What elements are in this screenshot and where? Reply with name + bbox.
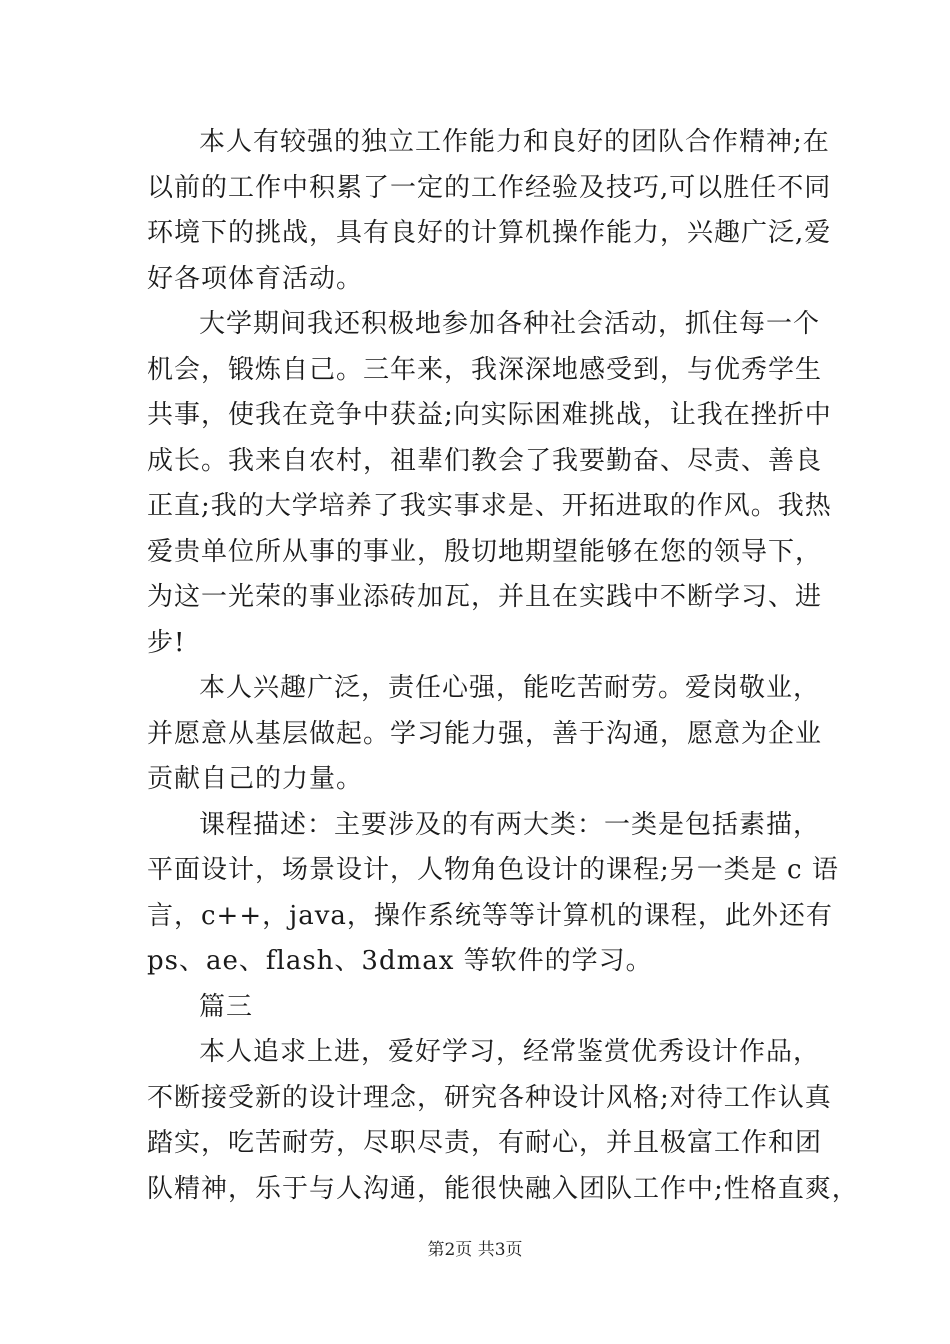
text-line: 贡献自己的力量。 <box>147 764 364 794</box>
section-heading <box>147 985 812 1031</box>
text-line: 为这一光荣的事业添砖加瓦，并且在实践中不断学习、进 <box>147 582 823 612</box>
text-line: 共事，使我在竞争中获益;向实际困难挑战，让我在挫折中 <box>147 400 832 430</box>
text-line: 环境下的挑战，具有良好的计算机操作能力，兴趣广泛,爱 <box>147 218 832 248</box>
text-line: 不断接受新的设计理念，研究各种设计风格;对待工作认真 <box>147 1082 832 1113</box>
text-line: 大学期间我还积极地参加各种社会活动，抓住每一个 <box>199 309 821 339</box>
text-line: 以前的工作中积累了一定的工作经验及技巧,可以胜任不同 <box>147 172 832 203</box>
text-line: 踏实，吃苦耐劳，尽职尽责，有耐心，并且极富工作和团 <box>147 1128 823 1158</box>
paragraph-5 <box>147 1030 859 1212</box>
text-line: 平面设计，场景设计，人物角色设计的课程;另一类是 c 语 <box>147 855 839 885</box>
text-line: 正直;我的大学培养了我实事求是、开拓进取的作风。我热 <box>147 491 832 521</box>
paragraph-1 <box>147 120 832 302</box>
text-line: ps、ae、flash、3dmax 等软件的学习。 <box>147 946 653 976</box>
paragraph-4 <box>147 803 839 985</box>
text-line: 言，c++，java，操作系统等等计算机的课程，此外还有 <box>147 900 833 931</box>
text-line: 队精神，乐于与人沟通，能很快融入团队工作中;性格直爽， <box>147 1173 859 1204</box>
section-title: 篇三 <box>199 991 254 1022</box>
text-line: 机会，锻炼自己。三年来，我深深地感受到，与优秀学生 <box>147 354 823 385</box>
text-line: 本人追求上进，爱好学习，经常鉴赏优秀设计作品， <box>199 1037 821 1067</box>
document-body <box>147 120 859 1212</box>
text-line: 成长。我来自农村，祖辈们教会了我要勤奋、尽责、善良 <box>147 445 823 476</box>
text-line: 课程描述：主要涉及的有两大类：一类是包括素描， <box>199 809 821 840</box>
text-line: 好各项体育活动。 <box>147 263 364 294</box>
paragraph-3 <box>147 666 823 803</box>
text-line: 步! <box>147 627 186 658</box>
text-line: 并愿意从基层做起。学习能力强，善于沟通，愿意为企业 <box>147 718 823 749</box>
text-line: 爱贵单位所从事的事业，殷切地期望能够在您的领导下， <box>147 536 823 567</box>
text-line: 本人有较强的独立工作能力和良好的团队合作精神;在 <box>199 127 830 157</box>
page-number-footer: 第2页 共3页 <box>427 1240 523 1260</box>
text-line: 本人兴趣广泛，责任心强，能吃苦耐劳。爱岗敬业， <box>199 673 821 703</box>
paragraph-2 <box>147 302 832 666</box>
